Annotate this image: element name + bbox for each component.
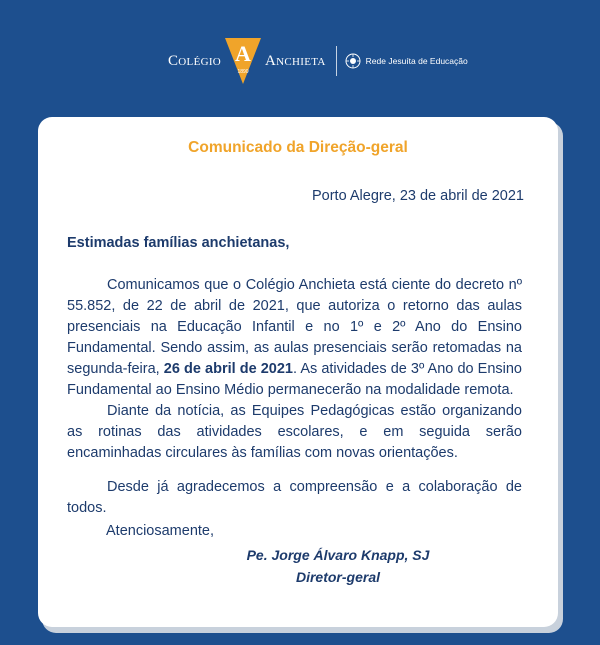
emblem-year: 1890 [237,69,249,75]
svg-text:A: A [235,41,251,66]
paragraph-announcement [67,275,522,401]
logo-divider [336,46,337,76]
school-emblem-icon [223,36,263,86]
letter-date: Porto Alegre, 23 de abril de 2021 [311,188,524,204]
logo-word-left: Colégio [168,52,222,69]
header [0,0,600,110]
network-name: Rede Jesuíta de Educação [365,56,468,66]
paragraph-thanks: Desde já agradecemos a compreensão e a colaboração de todos. [67,479,522,516]
jesuit-seal-icon [345,53,361,69]
letter-greeting: Estimadas famílias anchietanas, [67,235,290,251]
announcement-text-a: Comunicamos que o Colégio Anchieta está ciente do decreto nº 55.852, de 22 de abril de 2021, que autoriza o retorno das aulas presenciais na Educação Infantil e no 1º e 2º Ano do Ensino Fundamental. Sendo assim, as aulas presenciais serão retomadas na segunda-feira, [67,277,522,377]
school-logo[interactable] [168,36,468,86]
paragraph-planning: Diante da notícia, as Equipes Pedagógicas estão organizando as rotinas das atividades escolares, e em seguida serão encaminhadas circulares às famílias com novas orientações. [67,403,522,461]
logo-word-right: Anchieta [265,52,326,69]
announcement-text-b: . As atividades de 3º Ano do Ensino Fundamental ao Ensino Médio permanecerão na modalidade remota. [67,361,522,398]
signer-name: Pe. Jorge Álvaro Knapp, SJ [246,547,430,563]
return-date-highlight: 26 de abril de 2021 [163,361,293,377]
letter-card [38,117,558,627]
letter-closing: Atenciosamente, [106,523,215,539]
letter-title: Comunicado da Direção-geral [188,139,408,156]
signer-role: Diretor-geral [295,569,381,585]
